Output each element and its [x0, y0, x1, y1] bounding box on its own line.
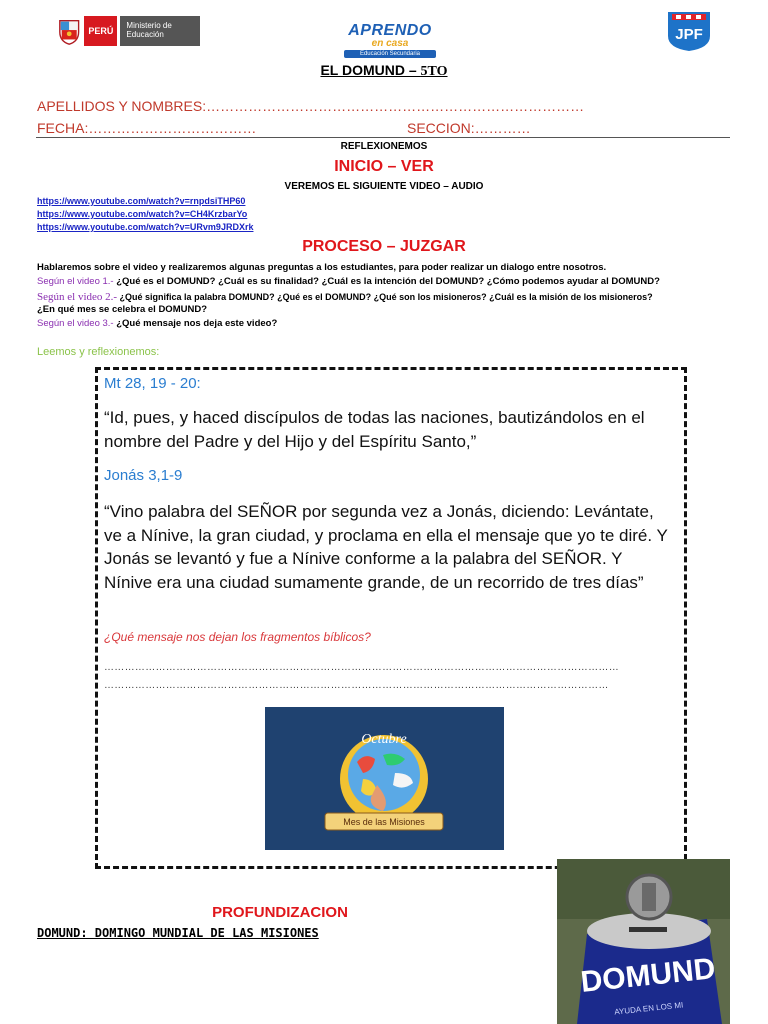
video-link-1[interactable]: https://www.youtube.com/watch?v=rnpdsiTHP60 — [37, 196, 246, 206]
peru-label: PERÚ — [84, 16, 117, 46]
jpf-school-logo — [666, 10, 712, 52]
octubre-misiones-image — [265, 707, 504, 850]
proceso-heading: PROCESO – JUZGAR — [302, 238, 466, 255]
title-main: EL DOMUND – — [320, 62, 421, 78]
reading-1-reference: Mt 28, 19 - 20: — [104, 375, 201, 392]
title-grade: 5TO — [420, 64, 448, 79]
answer-line-1[interactable]: …………………………………………………………………………………………………………………………………… — [104, 662, 619, 673]
reading-2-verse: “Vino palabra del SEÑOR por segunda vez a Jonás, diciendo: Levántate, ve a Nínive, la gran ciudad, y proclama en ella el mensaje que yo te diré. Y Jonás se levantó y fue a Nínive conforme a la palabra del SEÑOR. Y Nínive era una ciudad sumamente grande, de un recorrido de tres días” — [104, 502, 668, 592]
video-3-label: Según el video 3.- — [37, 318, 114, 329]
domund-definition: DOMUND: DOMINGO MUNDIAL DE LAS MISIONES — [37, 926, 319, 940]
seccion-field[interactable]: SECCION:………… — [407, 120, 531, 136]
video-link-3[interactable]: https://www.youtube.com/watch?v=URvm9JRDXrk — [37, 222, 254, 232]
question-video-2 — [37, 291, 653, 303]
profundizacion-heading: PROFUNDIZACION — [212, 904, 348, 921]
video-2-label: Según el video 2.- — [37, 291, 118, 303]
video-2-questions: ¿Qué significa la palabra DOMUND? ¿Qué es el DOMUND? ¿Qué son los misioneros? ¿Cuál es la misión de los misioneros? — [117, 292, 653, 302]
mes-misiones-banner: Mes de las Misiones — [343, 817, 425, 827]
reading-1-verse: “Id, pues, y haced discípulos de todas las naciones, bautizándolos en el nombre del Padre y del Hijo y del Espíritu Santo,” — [104, 408, 645, 451]
apellidos-field[interactable]: APELLIDOS Y NOMBRES:……………………………………………………………………… — [37, 98, 585, 114]
question-video-1 — [37, 276, 660, 287]
ministerio-logo — [57, 14, 200, 48]
video-1-label: Según el video 1.- — [37, 276, 114, 287]
veremos-subheading: VEREMOS EL SIGUIENTE VIDEO – AUDIO — [284, 181, 484, 192]
jpf-badge-text: JPF — [675, 26, 703, 43]
reflection-question: ¿Qué mensaje nos dejan los fragmentos bíblicos? — [104, 630, 371, 644]
secundaria-logo-text: Educación Secundaria — [344, 50, 436, 58]
globe-hand-illustration — [265, 707, 504, 850]
domund-can-sub: AYUDA EN LOS MI — [613, 1000, 684, 1017]
answer-line-2[interactable]: ………………………………………………………………………………………………………………………………… — [104, 680, 609, 691]
video-3-questions: ¿Qué mensaje nos deja este video? — [113, 318, 278, 329]
peru-coat-of-arms-icon — [57, 16, 81, 46]
reflexionemos-heading: REFLEXIONEMOS — [340, 141, 428, 152]
reading-2-reference: Jonás 3,1-9 — [104, 467, 183, 484]
domund-collection-can-image — [557, 859, 730, 1024]
leemos-heading: Leemos y reflexionemos: — [37, 346, 160, 358]
divider — [36, 137, 730, 138]
video-1-questions: ¿Qué es el DOMUND? ¿Cuál es su finalidad? ¿Cuál es la intención del DOMUND? ¿Cómo podemos ayudar al DOMUND? — [113, 276, 660, 287]
aprendo-en-casa-logo — [330, 23, 450, 59]
jpf-shield-icon — [666, 10, 712, 52]
fecha-field[interactable]: FECHA:……………………………… — [37, 120, 257, 136]
question-video-3 — [37, 318, 277, 329]
octubre-text: Octubre — [361, 732, 407, 747]
inicio-heading: INICIO – VER — [334, 158, 434, 175]
ministerio-label: Ministerio de Educación — [120, 16, 200, 46]
video-link-2[interactable]: https://www.youtube.com/watch?v=CH4KrzbarYo — [37, 209, 248, 219]
question-video-2-continued: ¿En qué mes se celebra el DOMUND? — [37, 304, 207, 315]
en-casa-logo-text: en casa — [371, 38, 409, 49]
intro-text: Hablaremos sobre el video y realizaremos algunas preguntas a los estudiantes, para poder realizar un dialogo entre nosotros. — [37, 262, 607, 273]
coin-can-illustration — [557, 859, 730, 1024]
page-title — [0, 62, 768, 80]
domund-can-label: DOMUND — [579, 952, 717, 1000]
aprendo-logo-text: APRENDO — [348, 22, 432, 39]
